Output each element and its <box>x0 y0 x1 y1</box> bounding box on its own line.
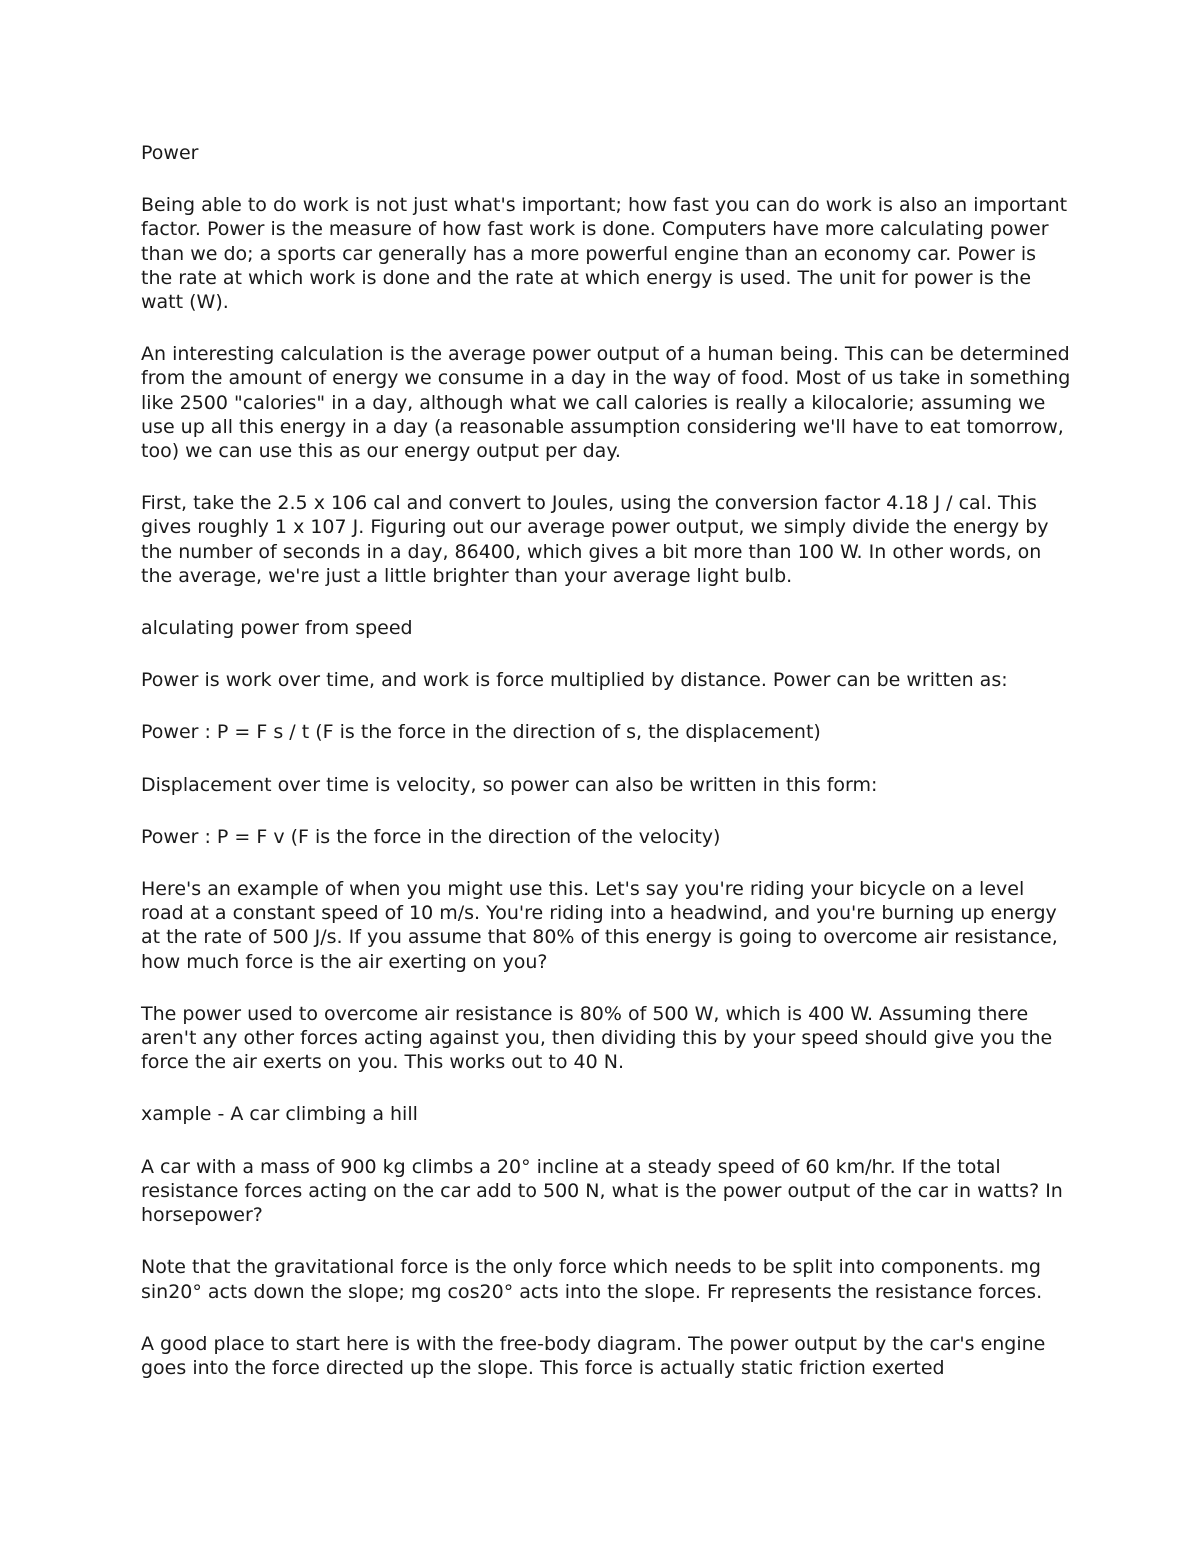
paragraph-bicycle-example: Here's an example of when you might use this. Let's say you're riding your bicycle on a level road at a constant speed of 10 m/s. You're riding into a headwind, and you're burning up energy at the rate of 500 J/s. If you assume that 80% of this energy is going to overcome air resistance, how much force is the air exerting on you? <box>141 878 1058 973</box>
paragraph-velocity-form: Displacement over time is velocity, so power can also be written in this form: <box>141 773 878 796</box>
document-body <box>141 141 1071 1408</box>
paragraph-power-definition: Power is work over time, and work is force multiplied by distance. Power can be written as: <box>141 669 1008 692</box>
paragraph-human-power: An interesting calculation is the average power output of a human being. This can be determined from the amount of energy we consume in a day in the way of food. Most of us take in something like 2500 "calories" in a day, although what we call calories is really a kilocalorie; assuming we use up all this energy in a day (a reasonable assumption considering we'll have to eat tomorrow, too) we can use this as our energy output per day. <box>141 343 1071 463</box>
formula-power-displacement: Power : P = F s / t (F is the force in the direction of s, the displacement) <box>141 721 821 744</box>
heading-power: Power <box>141 142 199 164</box>
paragraph-conversion: First, take the 2.5 x 106 cal and convert to Joules, using the conversion factor 4.18 J / cal. This gives roughly 1 x 107 J. Figuring out our average power output, we simply divide the energy by the number of seconds in a day, 86400, which gives a bit more than 100 W. In other words, on the average, we're just a little brighter than your average light bulb. <box>141 492 1049 587</box>
formula-power-velocity: Power : P = F v (F is the force in the direction of the velocity) <box>141 825 721 848</box>
paragraph-bicycle-solution: The power used to overcome air resistance is 80% of 500 W, which is 400 W. Assuming there aren't any other forces acting against you, then dividing this by your speed should give you the force the air exerts on you. This works out to 40 N. <box>141 1002 1053 1074</box>
paragraph-power-intro: Being able to do work is not just what's important; how fast you can do work is also an important factor. Power is the measure of how fast work is done. Computers have more calculating power than we do; a sports car generally has a more powerful engine than an economy car. Power is the rate at which work is done and the rate at which energy is used. The unit for power is the watt (W). <box>141 194 1068 314</box>
paragraph-car-problem: A car with a mass of 900 kg climbs a 20° incline at a steady speed of 60 km/hr. If the total resistance forces acting on the car add to 500 N, what is the power output of the car in watts? In horsepower? <box>141 1155 1063 1227</box>
paragraph-free-body-diagram: A good place to start here is with the free-body diagram. The power output by the car's engine goes into the force directed up the slope. This force is actually static friction exerted <box>141 1332 1046 1379</box>
heading-power-from-speed: alculating power from speed <box>141 617 413 640</box>
paragraph-gravitational-components: Note that the gravitational force is the only force which needs to be split into components. mg sin20° acts down the slope; mg cos20° acts into the slope. Fr represents the resistance forces. <box>141 1256 1043 1303</box>
heading-car-example: xample - A car climbing a hill <box>141 1103 418 1126</box>
